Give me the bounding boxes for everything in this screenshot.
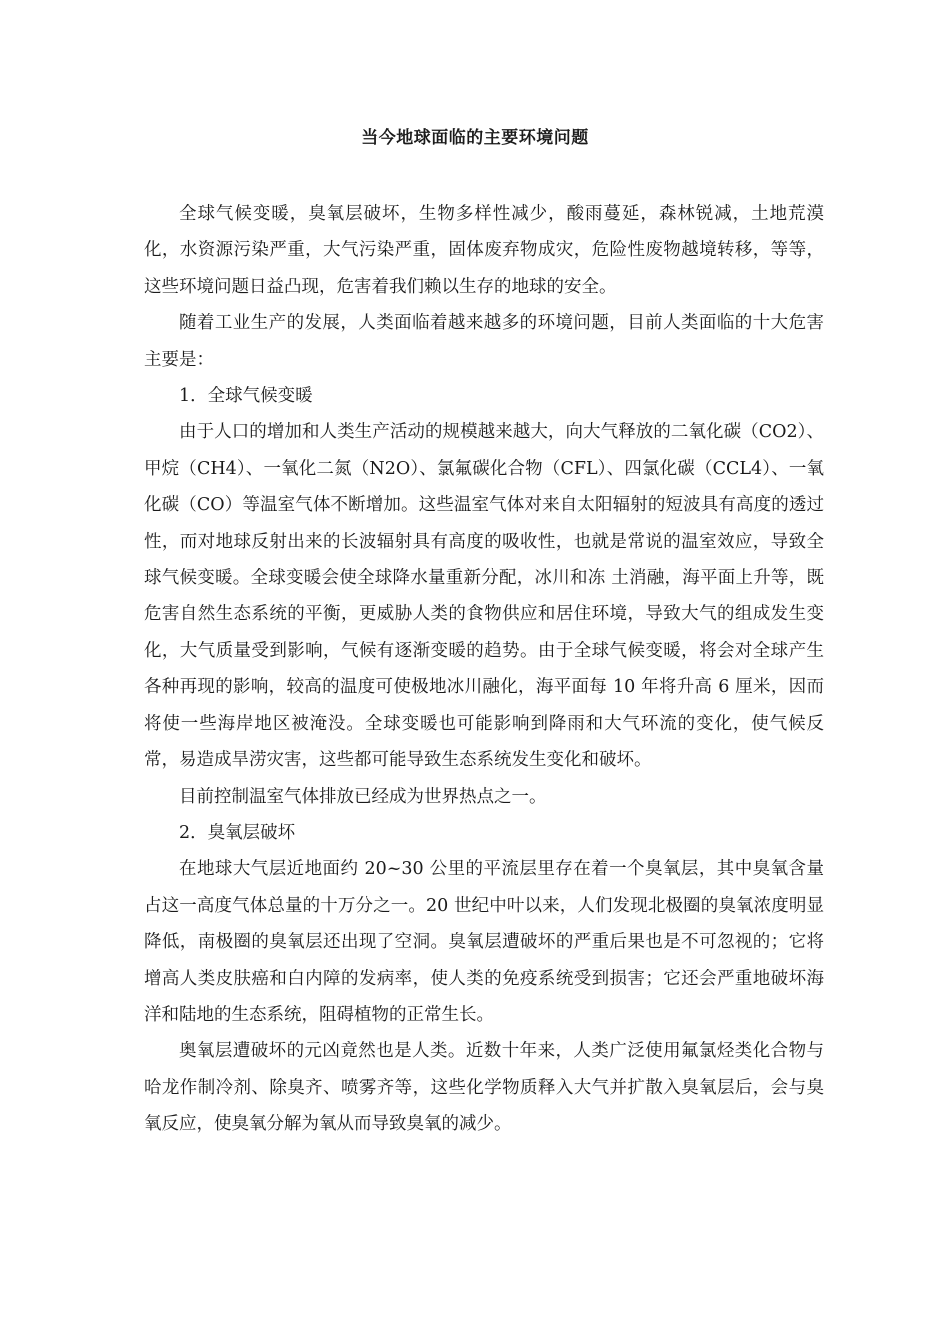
paragraph-ten-hazards: 随着工业生产的发展，人类面临着越来越多的环境问题，目前人类面临的十大危害主要是： [144,313,824,370]
section-heading-climate-warming: 1．全球气候变暖 [179,386,313,407]
paragraph-ozone-layer: 在地球大气层近地面约 20~30 公里的平流层里存在着一个臭氧层，其中臭氧含量占这一高度气体总量的十万分之一。20 世纪中叶以来，人们发现北极圈的臭氧浓度明显降低，南极圈的臭氧层还出现了空洞。臭氧层遭破坏的严重后果也是不可忽视的；它将增高人类皮肤癌和白内障的发病率，使人类的免疫系统受到损害；它还会严重地破坏海洋和陆地的生态系统，阻碍植物的正常生长。 [144,859,824,1025]
paragraph-greenhouse-control: 目前控制温室气体排放已经成为世界热点之一。 [179,786,547,807]
paragraph-intro: 全球气候变暖，臭氧层破坏，生物多样性减少，酸雨蔓延，森林锐减，土地荒漠化，水资源污染严重，大气污染严重，固体废弃物成灾，危险性废物越境转移，等等，这些环境问题日益凸现，危害着我们赖以生存的地球的安全。 [144,204,824,297]
section-heading-ozone-depletion: 2．臭氧层破坏 [179,822,296,843]
document-body [144,196,824,1143]
paragraph-ozone-culprit: 奥氧层遭破坏的元凶竟然也是人类。近数十年来，人类广泛使用氟氯烃类化合物与哈龙作制冷剂、除臭齐、喷雾齐等，这些化学物质释入大气并扩散入臭氧层后，会与臭氧反应，使臭氧分解为氧从而导致臭氧的减少。 [144,1041,824,1135]
document-title: 当今地球面临的主要环境问题 [361,128,589,148]
paragraph-climate-warming: 由于人口的增加和人类生产活动的规模越来越大，向大气释放的二氧化碳（CO2）、甲烷（CH4）、一氧化二氮（N2O）、氯氟碳化合物（CFL）、四氯化碳（CCL4）、一氧化碳（CO）等温室气体不断增加。这些温室气体对来自太阳辐射的短波具有高度的透过性，而对地球反射出来的长波辐射具有高度的吸收性，也就是常说的温室效应，导致全球气候变暖。全球变暖会使全球降水量重新分配，冰川和冻 土消融，海平面上升等，既危害自然生态系统的平衡，更威胁人类的食物供应和居住环境，导致大气的组成发生变化，大气质量受到影响，气候有逐渐变暖的趋势。由于全球气候变暖，将会对全球产生各种再现的影响，较高的温度可使极地冰川融化，海平面每 10 年将升高 6 厘米，因而将使一些海岸地区被淹没。全球变暖也可能影响到降雨和大气环流的变化，使气候反常，易造成旱涝灾害，这些都可能导致生态系统发生变化和破坏。 [144,422,824,771]
